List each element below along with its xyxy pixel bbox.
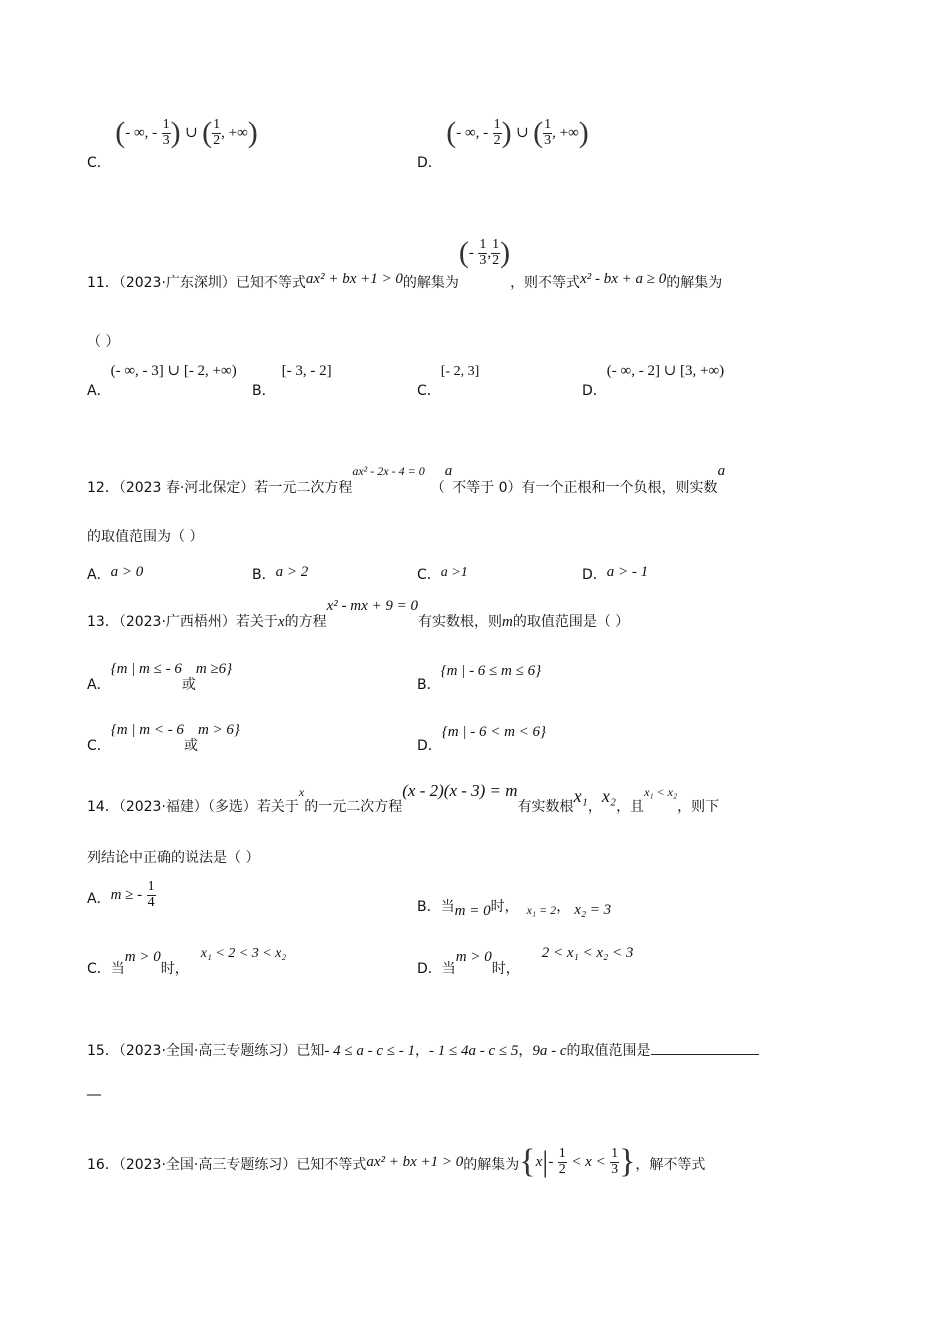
option-label: C． (87, 155, 111, 171)
q11-stem: 11．（2023·广东深圳）已知不等式ax² + bx +1 > 0的解集为(- $\frac{1}{3}$ , $\frac{1}{2}$ )，则不等式x² - bx + a ≥ 0的解集为 (87, 236, 723, 291)
q12-option-a: A．a > 0 (87, 564, 144, 583)
q11-option-d: D．(- ∞, - 2] ∪ [3, +∞) (582, 363, 725, 399)
q12-stem: 12．（2023 春·河北保定）若一元二次方程ax² - 2x - 4 = 0（a不等于 0）有一个正根和一个负根，则实数a (87, 463, 726, 496)
q12-option-d: D．a > - 1 (582, 564, 649, 583)
q15-stem: 15．（2023·全国·高三专题练习）已知- 4 ≤ a - c ≤ - 1，- 1 ≤ 4a - c ≤ 5，9a - c的取值范围是 (87, 1040, 759, 1060)
q14-option-a: A．m ≥ - $\frac{1}{4}$ (87, 879, 155, 910)
q13-option-d: D．{m | - 6 < m < 6} (417, 724, 547, 754)
q10-option-c (87, 116, 258, 171)
option-label: D． (417, 155, 442, 171)
q11-option-c: C．[- 2, 3] (417, 364, 480, 399)
q12-option-b: B．a > 2 (252, 564, 309, 583)
option-expr: (- ∞, - $\frac{1}{2}$ ) ∪ ( $\frac{1}{3}$ , +∞) (446, 116, 589, 149)
q13-stem: 13．（2023·广西梧州）若关于x的方程x² - mx + 9 = 0有实数根，则m的取值范围是（ ） (87, 598, 630, 630)
q11-option-b: B．[- 3, - 2] (252, 363, 332, 399)
q14-option-c: C．当m > 0时，x₁ < 2 < 3 < x₂ (87, 946, 287, 977)
q12-option-c: C．a >1 (417, 565, 468, 583)
q13-option-b: B．{m | - 6 ≤ m ≤ 6} (417, 663, 542, 693)
option-expr: (- ∞, - $\frac{1}{3}$ ) ∪ ( $\frac{1}{2}$ , +∞) (115, 116, 258, 149)
q15-tail: __ (87, 1080, 101, 1096)
q14-option-b: B．当m = 0时， x₁ = 2， x₂ = 3 (417, 899, 612, 919)
q10-option-d (417, 116, 589, 171)
q13-option-a: A．{m | m ≤ - 6或m ≥6} (87, 661, 233, 693)
q13-option-c: C．{m | m < - 6或m > 6} (87, 722, 240, 754)
q14-option-d: D．当m > 0时，2 < x₁ < x₂ < 3 (417, 945, 634, 977)
q14-line2: 列结论中正确的说法是（ ） (87, 850, 260, 866)
q16-stem: 16．（2023·全国·高三专题练习）已知不等式ax² + bx +1 > 0的解集为{x|- $\frac{1}{2}$ < x < $\frac{1}{3}$ }，解不等式 (87, 1143, 706, 1180)
q11-option-a: A．(- ∞, - 3] ∪ [- 2, +∞) (87, 363, 237, 399)
answer-blank[interactable] (651, 1040, 759, 1055)
q12-line2: 的取值范围为（ ） (87, 529, 204, 545)
q14-stem: 14．（2023·福建）（多选）若关于x的一元二次方程(x - 2)(x - 3) = m有实数根x₁，x₂，且x₁ < x₂，则下 (87, 781, 720, 815)
q11-paren: （ ） (87, 334, 120, 350)
